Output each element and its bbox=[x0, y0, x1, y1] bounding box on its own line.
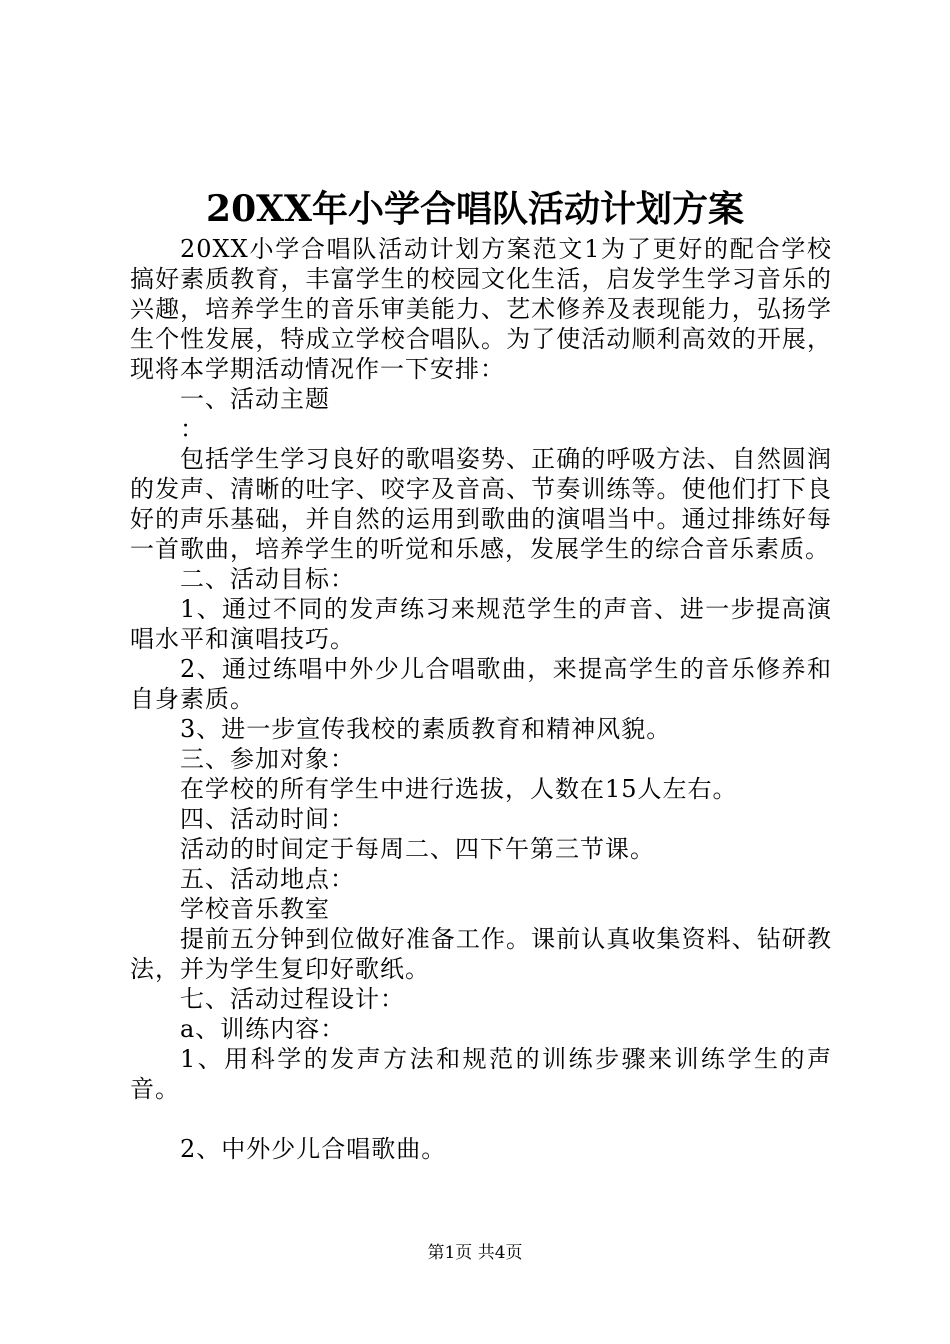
paragraph-intro: 20XX小学合唱队活动计划方案范文1为了更好的配合学校搞好素质教育，丰富学生的校园文化生活，启发学生学习音乐的兴趣，培养学生的音乐审美能力、艺术修养及表现能力，弘扬学生个性发展，特成立学校合唱队。为了使活动顺利高效的开展，现将本学期活动情况作一下安排： bbox=[130, 235, 832, 383]
document-body bbox=[130, 234, 832, 1164]
heading-activity-theme: 一、活动主题 bbox=[180, 385, 330, 413]
list-item-goal-3: 3、进一步宣传我校的素质教育和精神风貌。 bbox=[180, 715, 672, 743]
list-item-goal-1: 1、通过不同的发声练习来规范学生的声音、进一步提高演唱水平和演唱技巧。 bbox=[130, 595, 832, 653]
heading-activity-time: 四、活动时间： bbox=[180, 805, 355, 833]
paragraph-activity-time: 活动的时间定于每周二、四下午第三节课。 bbox=[180, 835, 655, 863]
paragraph-theme-content: 包括学生学习良好的歌唱姿势、正确的呼吸方法、自然圆润的发声、清晰的吐字、咬字及音高、节奏训练等。使他们打下良好的声乐基础，并自然的运用到歌曲的演唱当中。通过排练好每一首歌曲，培养学生的听觉和乐感，发展学生的综合音乐素质。 bbox=[130, 445, 832, 563]
heading-activity-location: 五、活动地点： bbox=[180, 865, 355, 893]
list-item-goal-2: 2、通过练唱中外少儿合唱歌曲，来提高学生的音乐修养和自身素质。 bbox=[130, 655, 832, 713]
list-item-training-2: 2、中外少儿合唱歌曲。 bbox=[180, 1135, 447, 1163]
document-title: 20XX年小学合唱队活动计划方案 bbox=[206, 188, 744, 230]
blank-line bbox=[130, 1104, 832, 1134]
heading-process-design: 七、活动过程设计： bbox=[180, 985, 405, 1013]
page-footer: 第1页 共4页 bbox=[427, 1243, 523, 1263]
heading-activity-goals: 二、活动目标： bbox=[180, 565, 355, 593]
paragraph-participants: 在学校的所有学生中进行选拔，人数在15人左右。 bbox=[180, 775, 738, 803]
paragraph-colon: ： bbox=[180, 415, 205, 443]
paragraph-activity-location: 学校音乐教室 bbox=[180, 895, 330, 923]
heading-participants: 三、参加对象： bbox=[180, 745, 355, 773]
paragraph-preparation: 提前五分钟到位做好准备工作。课前认真收集资料、钻研教法，并为学生复印好歌纸。 bbox=[130, 925, 832, 983]
list-item-training-1: 1、用科学的发声方法和规范的训练步骤来训练学生的声音。 bbox=[130, 1045, 832, 1103]
heading-training-content: a、训练内容： bbox=[180, 1015, 346, 1043]
